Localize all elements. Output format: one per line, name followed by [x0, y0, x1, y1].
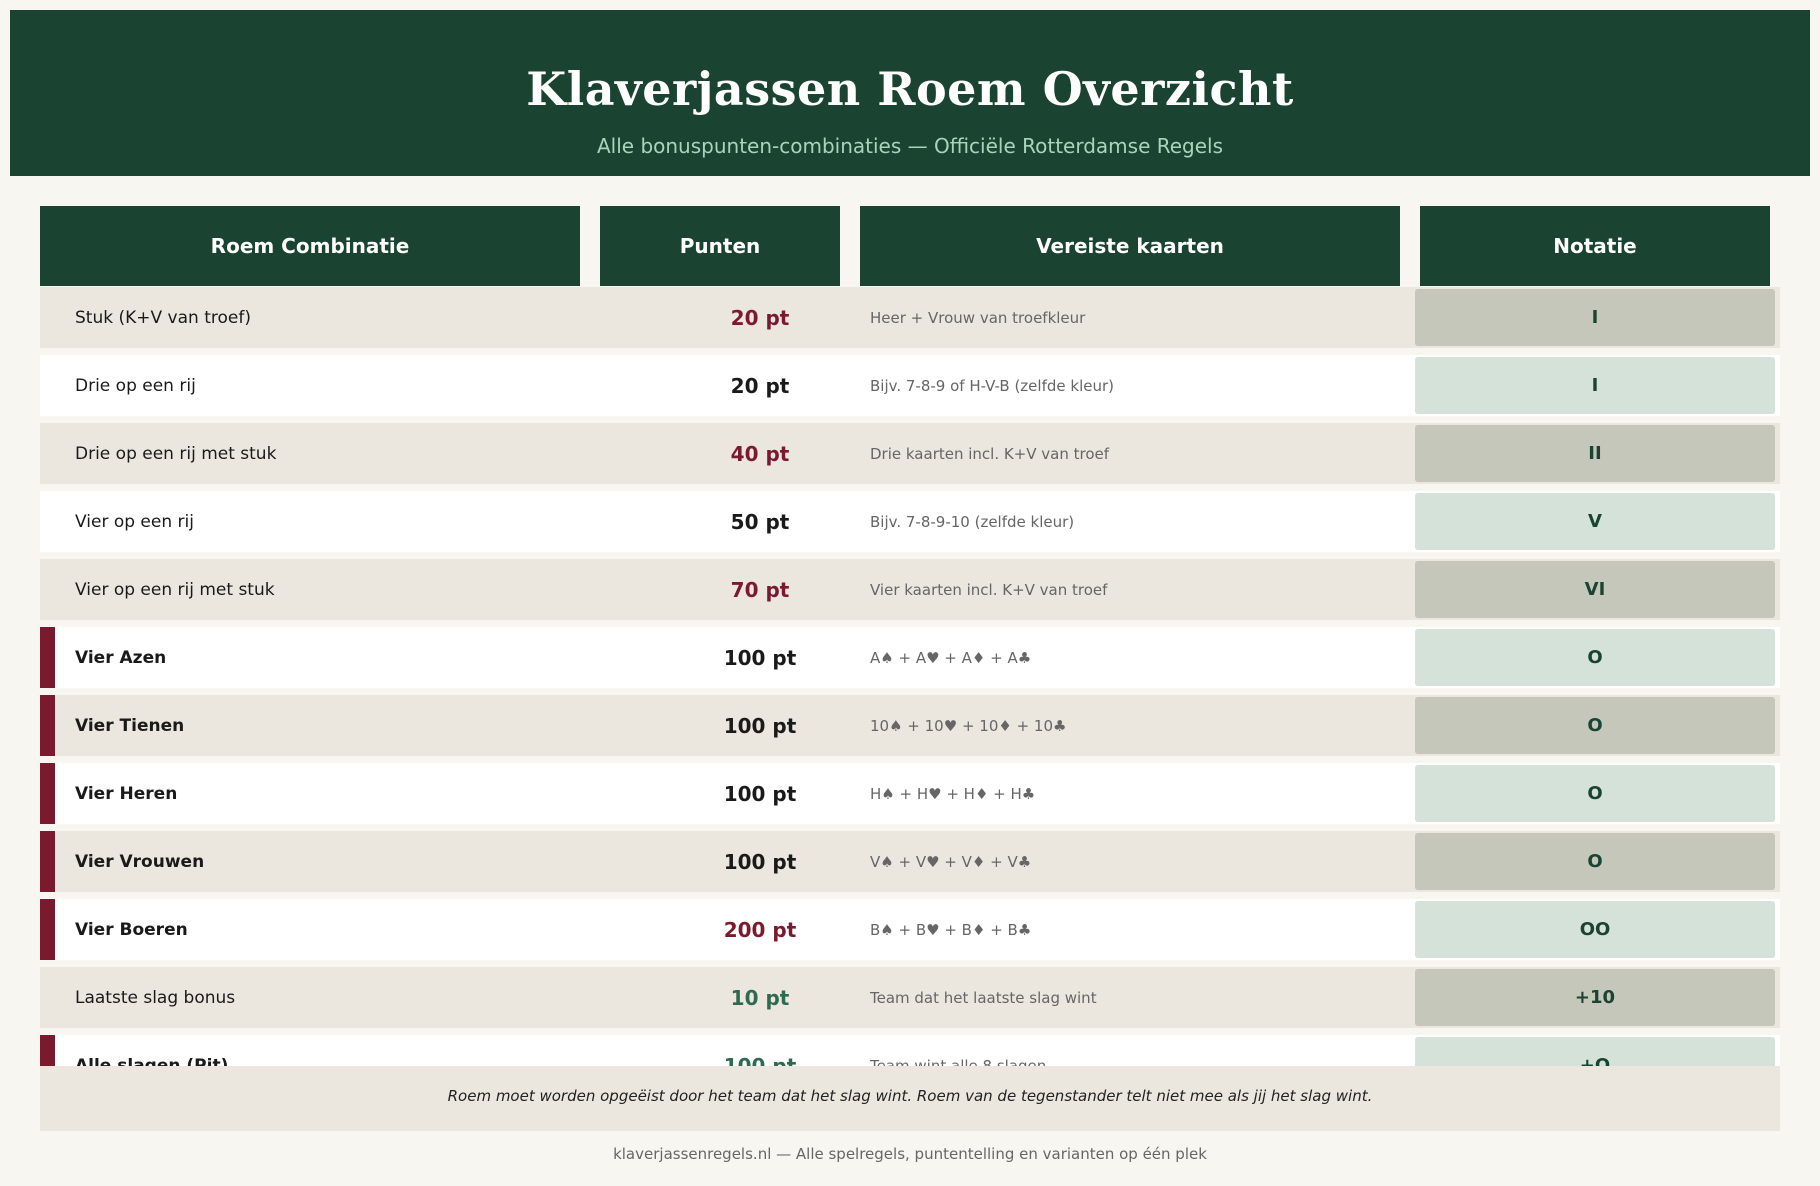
table-row [40, 695, 1780, 756]
combination-name: Stuk (K+V van troef) [75, 307, 251, 328]
highlight-marker [40, 695, 55, 756]
required-cards: Drie kaarten incl. K+V van troef [870, 444, 1110, 463]
points-value: 100 pt [723, 849, 797, 874]
required-cards: Bijv. 7-8-9 of H-V-B (zelfde kleur) [870, 376, 1114, 395]
points-value: 200 pt [723, 917, 797, 942]
table-row [40, 355, 1780, 416]
required-cards: B♠ + B♥ + B♦ + B♣ [870, 920, 1032, 939]
required-cards: A♠ + A♥ + A♦ + A♣ [870, 648, 1032, 667]
required-cards: Team dat het laatste slag wint [870, 988, 1097, 1007]
combination-name: Vier Azen [75, 647, 167, 668]
highlight-marker [40, 899, 55, 960]
required-cards: Heer + Vrouw van troefkleur [870, 308, 1086, 327]
notation-badge: +10 [1415, 969, 1775, 1026]
required-cards: Vier kaarten incl. K+V van troef [870, 580, 1108, 599]
points-value: 100 pt [723, 781, 797, 806]
required-cards: V♠ + V♥ + V♦ + V♣ [870, 852, 1032, 871]
required-cards: 10♠ + 10♥ + 10♦ + 10♣ [870, 716, 1067, 735]
notation-badge: I [1415, 357, 1775, 414]
points-value: 100 pt [723, 713, 797, 738]
table-row [40, 831, 1780, 892]
notation-badge: O [1415, 833, 1775, 890]
combination-name: Vier Vrouwen [75, 851, 205, 872]
table-row [40, 287, 1780, 348]
page-footer: klaverjassenregels.nl — Alle spelregels, puntentelling en varianten op één plek [613, 1145, 1207, 1163]
table-row [40, 967, 1780, 1028]
notation-badge: II [1415, 425, 1775, 482]
combination-name: Laatste slag bonus [75, 987, 236, 1008]
highlight-marker [40, 763, 55, 824]
points-value: 20 pt [730, 305, 790, 330]
page-header [10, 10, 1810, 176]
notation-badge: O [1415, 697, 1775, 754]
combination-name: Vier op een rij met stuk [75, 579, 275, 600]
table-row [40, 559, 1780, 620]
combination-name: Vier Heren [75, 783, 178, 804]
points-value: 50 pt [730, 509, 790, 534]
notation-badge: I [1415, 289, 1775, 346]
required-cards: Bijv. 7-8-9-10 (zelfde kleur) [870, 512, 1075, 531]
page-title: Klaverjassen Roem Overzicht [526, 62, 1294, 116]
notation-badge: VI [1415, 561, 1775, 618]
combination-name: Vier op een rij [75, 511, 194, 532]
points-value: 20 pt [730, 373, 790, 398]
notation-badge: OO [1415, 901, 1775, 958]
table-row [40, 627, 1780, 688]
column-header-notation: Notatie [1420, 206, 1770, 286]
combination-name: Drie op een rij met stuk [75, 443, 277, 464]
combination-name: Vier Tienen [75, 715, 185, 736]
combination-name: Vier Boeren [75, 919, 188, 940]
combination-name: Drie op een rij [75, 375, 196, 396]
points-value: 70 pt [730, 577, 790, 602]
table-row [40, 899, 1780, 960]
note-text: Roem moet worden opgeëist door het team dat het slag wint. Roem van de tegenstander telt niet mee als jij het slag wint. [447, 1087, 1373, 1105]
highlight-marker [40, 627, 55, 688]
column-header-combination: Roem Combinatie [40, 206, 580, 286]
required-cards: H♠ + H♥ + H♦ + H♣ [870, 784, 1036, 803]
notation-badge: O [1415, 765, 1775, 822]
table-row [40, 491, 1780, 552]
highlight-marker [40, 831, 55, 892]
page-subtitle: Alle bonuspunten-combinaties — Officiële Rotterdamse Regels [596, 134, 1224, 158]
table-row [40, 423, 1780, 484]
table-row [40, 763, 1780, 824]
points-value: 10 pt [730, 985, 790, 1010]
points-value: 40 pt [730, 441, 790, 466]
column-header-points: Punten [600, 206, 840, 286]
points-value: 100 pt [723, 645, 797, 670]
notation-badge: O [1415, 629, 1775, 686]
column-header-cards: Vereiste kaarten [860, 206, 1400, 286]
notation-badge: V [1415, 493, 1775, 550]
